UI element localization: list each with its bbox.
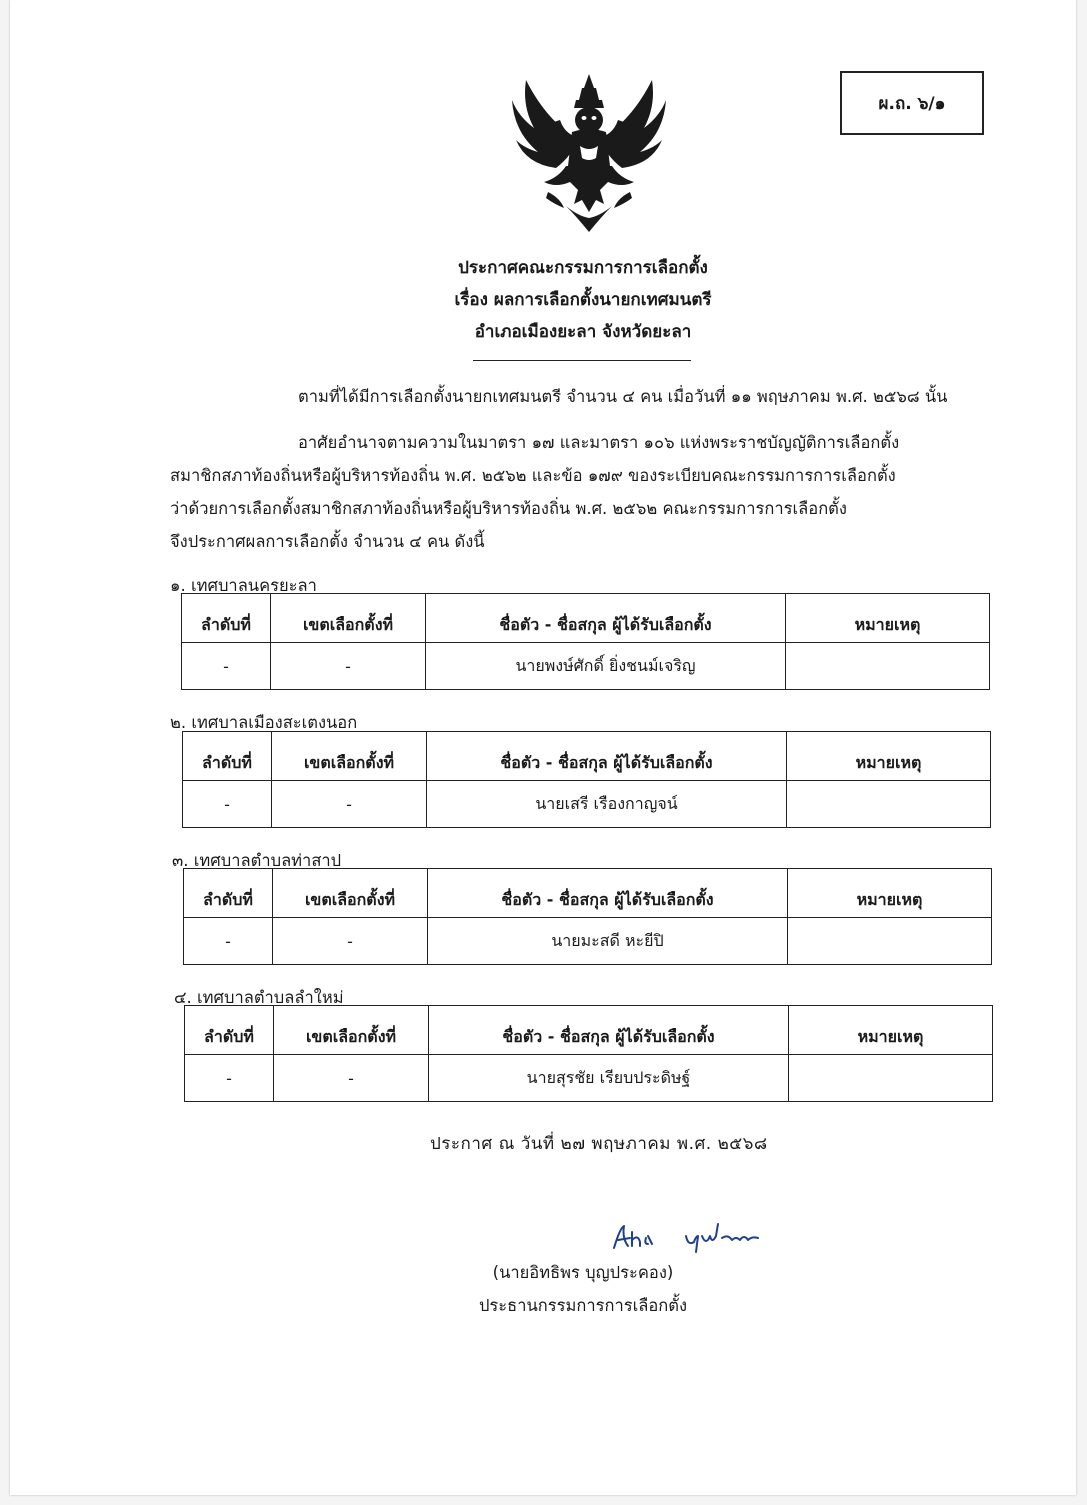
paragraph-2-line-3: ว่าด้วยการเลือกตั้งสมาชิกสภาท้องถิ่นหรือผู้บริหารท้องถิ่น พ.ศ. ๒๕๖๒ คณะกรรมการการเลือกตั้ง [170,499,847,518]
cell-remarks [787,781,991,828]
title-line-subject: เรื่อง ผลการเลือกตั้งนายกเทศมนตรี [454,290,712,310]
section-label-4: ๔. เทศบาลตำบลลำใหม่ [174,988,344,1007]
table-header-row [183,732,991,781]
header-remarks: หมายเหตุ [789,1006,993,1055]
cell-order: - [185,1055,274,1102]
form-code-box [840,71,984,135]
table-row [182,643,990,690]
garuda-emblem-icon [504,66,674,236]
signer-position: ประธานกรรมการการเลือกตั้ง [478,1296,688,1315]
signer-name: (นายอิทธิพร บุญประคอง) [492,1263,674,1282]
header-district: เขตเลือกตั้งที่ [271,594,426,643]
cell-district: - [273,918,428,965]
header-remarks: หมายเหตุ [786,594,990,643]
section-label-1: ๑. เทศบาลนครยะลา [170,576,317,595]
header-order: ลำดับที่ [184,869,273,918]
paragraph-1: ตามที่ได้มีการเลือกตั้งนายกเทศมนตรี จำนวน ๔ คน เมื่อวันที่ ๑๑ พฤษภาคม พ.ศ. ๒๕๖๘ นั้น [298,387,948,406]
section-label-3: ๓. เทศบาลตำบลท่าสาป [172,851,342,870]
paragraph-2-line-1: อาศัยอำนาจตามความในมาตรา ๑๗ และมาตรา ๑๐๖ แห่งพระราชบัญญัติการเลือกตั้ง [298,433,900,452]
results-table-3 [183,868,992,965]
header-order: ลำดับที่ [185,1006,274,1055]
section-label-2: ๒. เทศบาลเมืองสะเตงนอก [170,713,358,732]
cell-district: - [272,781,427,828]
results-table-4 [184,1005,993,1102]
cell-district: - [274,1055,429,1102]
header-remarks: หมายเหตุ [788,869,992,918]
table-row [185,1055,993,1102]
header-name: ชื่อตัว - ชื่อสกุล ผู้ได้รับเลือกตั้ง [426,594,786,643]
header-district: เขตเลือกตั้งที่ [273,869,428,918]
cell-name: นายสุรชัย เรียบประดิษฐ์ [429,1055,789,1102]
cell-order: - [184,918,273,965]
title-underline [473,360,691,361]
announcement-date: ประกาศ ณ วันที่ ๒๗ พฤษภาคม พ.ศ. ๒๕๖๘ [430,1134,768,1154]
header-district: เขตเลือกตั้งที่ [274,1006,429,1055]
results-table-2 [182,731,991,828]
title-line-agency: ประกาศคณะกรรมการการเลือกตั้ง [458,258,708,278]
cell-remarks [788,918,992,965]
table-row [183,781,991,828]
form-code: ผ.ถ. ๖/๑ [878,93,946,114]
table-header-row [185,1006,993,1055]
header-remarks: หมายเหตุ [787,732,991,781]
handwritten-signature-icon [608,1222,768,1256]
header-order: ลำดับที่ [183,732,272,781]
cell-remarks [786,643,990,690]
cell-order: - [182,643,271,690]
cell-name: นายเสรี เรืองกาญจน์ [427,781,787,828]
results-table-1 [181,593,990,690]
header-name: ชื่อตัว - ชื่อสกุล ผู้ได้รับเลือกตั้ง [429,1006,789,1055]
cell-district: - [271,643,426,690]
paragraph-2-line-4: จึงประกาศผลการเลือกตั้ง จำนวน ๔ คน ดังนี้ [170,532,485,551]
table-row [184,918,992,965]
paragraph-2-line-2: สมาชิกสภาท้องถิ่นหรือผู้บริหารท้องถิ่น พ.ศ. ๒๕๖๒ และข้อ ๑๗๙ ของระเบียบคณะกรรมการการเลือกตั้ง [170,466,896,485]
cell-remarks [789,1055,993,1102]
header-district: เขตเลือกตั้งที่ [272,732,427,781]
header-name: ชื่อตัว - ชื่อสกุล ผู้ได้รับเลือกตั้ง [427,732,787,781]
title-block [10,252,1087,348]
cell-name: นายมะสดี หะยีปิ [428,918,788,965]
table-header-row [182,594,990,643]
title-line-location: อำเภอเมืองยะลา จังหวัดยะลา [474,322,692,342]
header-name: ชื่อตัว - ชื่อสกุล ผู้ได้รับเลือกตั้ง [428,869,788,918]
document-page [10,0,1076,1495]
cell-order: - [183,781,272,828]
header-order: ลำดับที่ [182,594,271,643]
cell-name: นายพงษ์ศักดิ์ ยิ่งชนม์เจริญ [426,643,786,690]
table-header-row [184,869,992,918]
